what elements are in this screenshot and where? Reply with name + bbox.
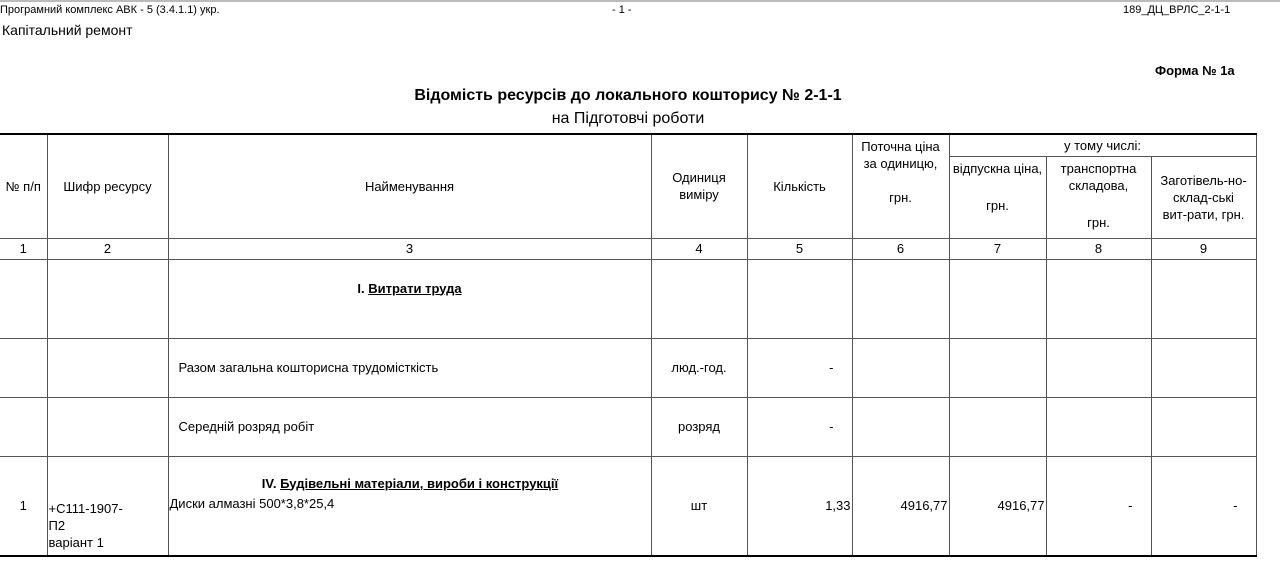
document-code: 189_ДЦ_ВРЛС_2-1-1: [1123, 4, 1231, 16]
item-transport: -: [1046, 456, 1151, 556]
header-sale-unit: грн.: [986, 197, 1009, 213]
col-number: 3: [168, 238, 651, 259]
document-subtitle: на Підготовчі роботи: [551, 110, 705, 127]
document-title: Відомість ресурсів до локального кошторису № 2-1-1: [414, 87, 842, 104]
resources-table: [0, 133, 1257, 557]
window-top-border: [0, 0, 1280, 2]
item-storage: -: [1151, 456, 1256, 556]
item-code-line: П2: [48, 518, 66, 533]
row-unit: розряд: [651, 397, 747, 456]
row-unit: люд.-год.: [651, 338, 747, 397]
col-number: 8: [1046, 238, 1151, 259]
item-name-cell: [168, 456, 651, 556]
section-prefix: IV.: [261, 475, 281, 491]
header-name: Найменування: [168, 134, 651, 238]
item-unit: шт: [651, 456, 747, 556]
col-number: 1: [0, 238, 47, 259]
header-transport-unit: грн.: [1087, 214, 1110, 230]
section-prefix: I.: [357, 280, 369, 296]
row-qty: -: [747, 338, 852, 397]
col-number: 7: [949, 238, 1046, 259]
item-num: 1: [0, 456, 47, 556]
header-including: у тому числі:: [949, 134, 1256, 156]
header-storage: Заготівель-но-склад-ські вит-рати, грн.: [1151, 156, 1256, 238]
item-code-line: +С111-1907-: [48, 501, 123, 516]
table-row: [0, 259, 1256, 338]
header-qty: Кількість: [747, 134, 852, 238]
header-transport: [1046, 156, 1151, 238]
header-sale-label: відпускна ціна,: [952, 160, 1043, 176]
header-num: № п/п: [0, 134, 47, 238]
row-qty: -: [747, 397, 852, 456]
col-number: 5: [747, 238, 852, 259]
page-number: - 1 -: [612, 4, 632, 16]
section-title: Витрати труда: [368, 280, 462, 296]
repair-kind: Капітальний ремонт: [2, 22, 133, 38]
header-code: Шифр ресурсу: [47, 134, 168, 238]
section-heading-labor: [168, 259, 651, 338]
table-row: [0, 456, 1256, 556]
col-number: 9: [1151, 238, 1256, 259]
item-price: 4916,77: [852, 456, 949, 556]
header-price-unit: грн.: [889, 190, 912, 205]
section-heading-materials: [170, 475, 651, 492]
header-sale: [949, 156, 1046, 238]
section-title: Будівельні матеріали, вироби і конструкції: [280, 475, 559, 491]
item-code: [47, 456, 168, 556]
header-price: [852, 134, 949, 238]
form-number: Форма № 1а: [1155, 63, 1235, 78]
row-name: Разом загальна кошторисна трудомісткість: [168, 338, 651, 397]
program-name: Програмний комплекс АВК - 5 (3.4.1.1) укр.: [0, 4, 220, 16]
header-price-label: Поточна ціна за одиницю,: [861, 139, 940, 171]
header-transport-label: транспортна складова,: [1060, 160, 1137, 193]
item-name: Диски алмазні 500*3,8*25,4: [169, 495, 335, 511]
header-unit: Одиниця виміру: [651, 134, 747, 238]
table-row: [0, 338, 1256, 397]
row-name: Середній розряд робіт: [168, 397, 651, 456]
col-number: 2: [47, 238, 168, 259]
table-row: [0, 397, 1256, 456]
item-code-line: варіант 1: [48, 535, 104, 550]
col-number: 6: [852, 238, 949, 259]
item-qty: 1,33: [747, 456, 852, 556]
item-sale: 4916,77: [949, 456, 1046, 556]
col-number: 4: [651, 238, 747, 259]
